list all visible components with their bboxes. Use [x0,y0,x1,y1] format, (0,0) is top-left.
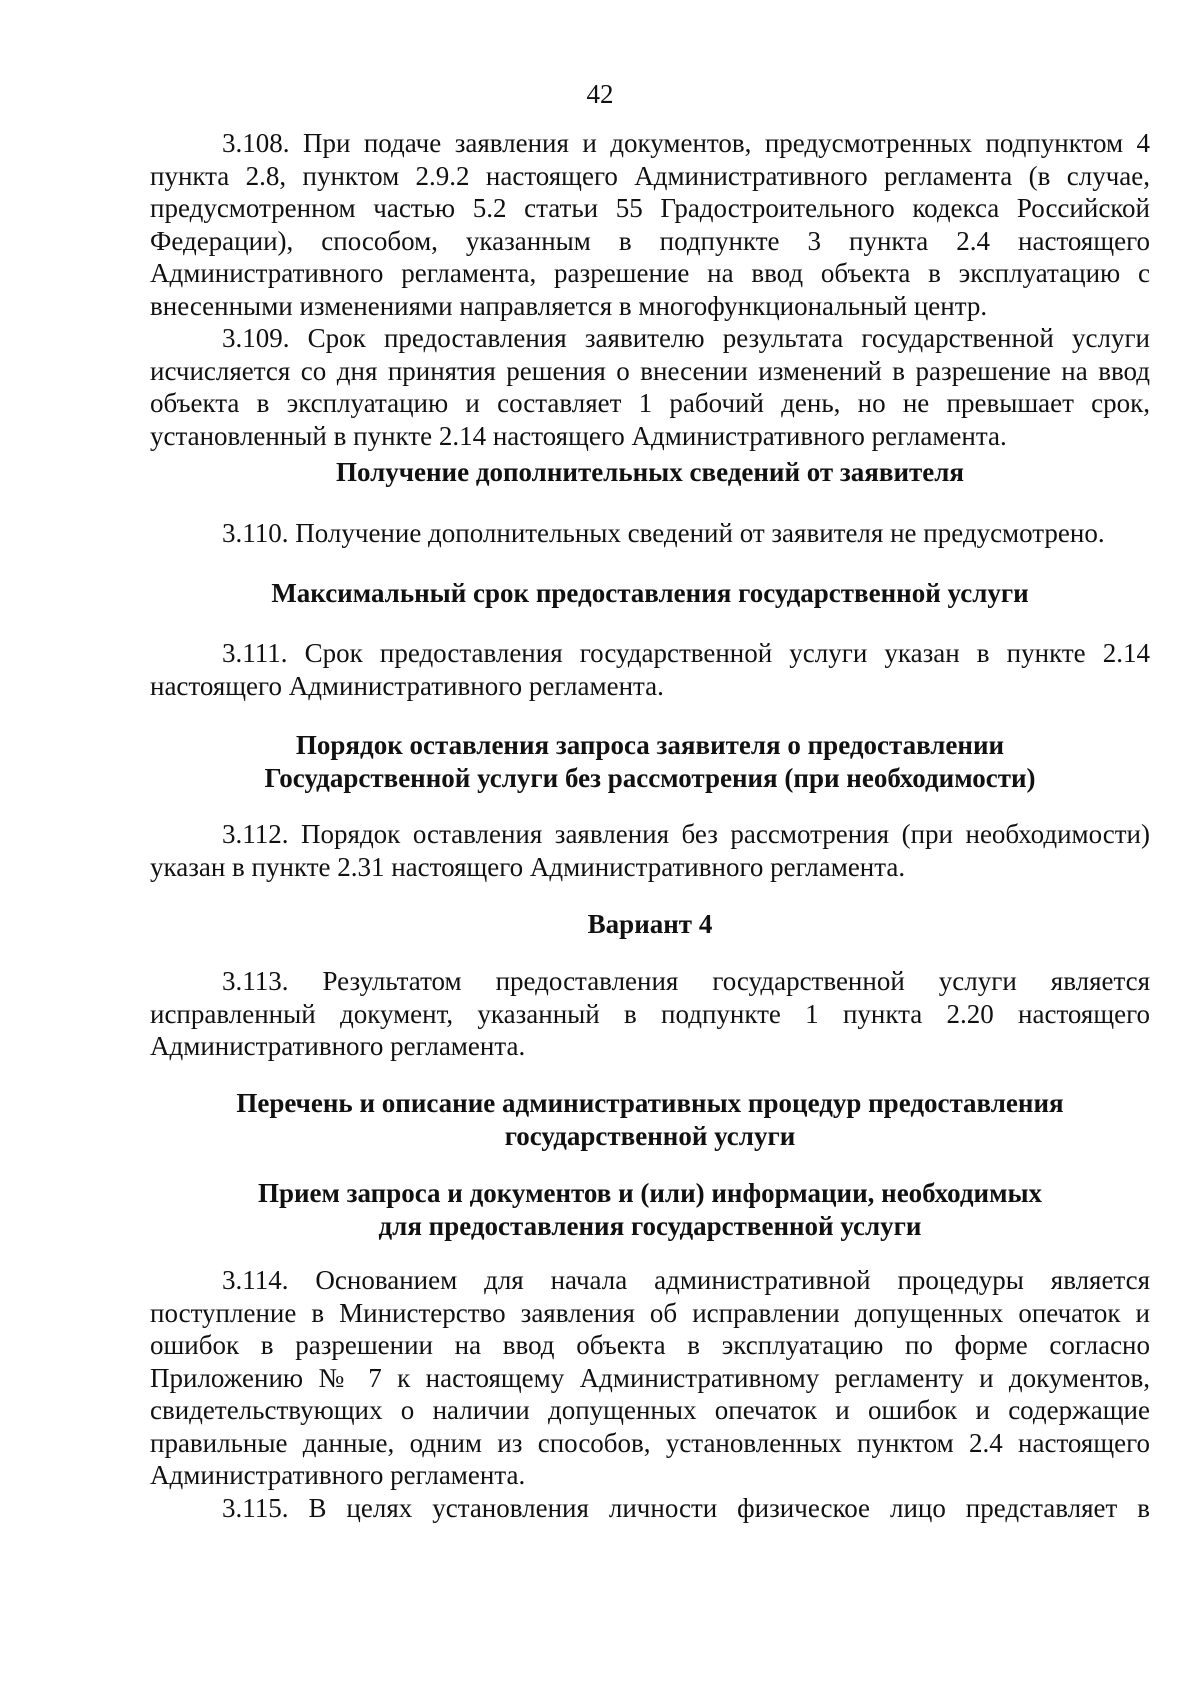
paragraph-3-110-block [150,517,1150,550]
section-leave-request [150,729,1150,794]
heading-receive-request-line1: Прием запроса и документов и (или) информации, необходимых [257,1178,1043,1208]
section-variant-4 [150,908,1150,941]
section-additional-info [150,456,1150,489]
heading-procedures-list-line1: Перечень и описание административных процедур предоставления [236,1088,1064,1118]
heading-leave-request-line1: Порядок оставления запроса заявителя о предоставлении [295,730,1005,760]
paragraph-3-109: 3.109. Срок предоставления заявителю результата государственной услуги исчисляется со дня принятия решения о внесении изменений в разрешение на ввод объекта в эксплуатацию и составляет 1 рабочий день, но не превышает срок, установленный в пункте 2.14 настоящего Административного регламента. [150,323,1150,451]
paragraph-3-114-block [150,1264,1150,1524]
heading-max-term-text: Максимальный срок предоставления государственной услуги [271,578,1029,608]
paragraph-3-114: 3.114. Основанием для начала административной процедуры является поступление в Министерство заявления об исправлении допущенных опечаток и ошибок в разрешении на ввод объекта в эксплуатацию по форме согласно Приложению № 7 к настоящему Административному регламенту и документов, свидетельствующих о наличии допущенных опечаток и ошибок и содержащие правильные данные, одним из способов, установленных пунктом 2.4 настоящего Административного регламента. [150,1265,1150,1490]
paragraph-3-112: 3.112. Порядок оставления заявления без рассмотрения (при необходимости) указан в пункте 2.31 настоящего Административного регламента. [150,819,1150,882]
heading-procedures-list [150,1087,1150,1152]
paragraph-3-113: 3.113. Результатом предоставления государственной услуги является исправленный документ, указанный в подпункте 1 пункта 2.20 настоящего Административного регламента. [150,966,1150,1061]
heading-leave-request-line2: Государственной услуги без рассмотрения (при необходимости) [264,762,1036,793]
heading-additional-info [150,456,1150,489]
paragraph-3-110: 3.110. Получение дополнительных сведений от заявителя не предусмотрено. [222,518,1105,548]
paragraph-3-108: 3.108. При подаче заявления и документов, предусмотренных подпунктом 4 пункта 2.8, пунктом 2.9.2 настоящего Административного регламента (в случае, предусмотренном частью 5.2 статьи 55 Градостроительного кодекса Российской Федерации), способом, указанным в подпункте 3 пункта 2.4 настоящего Административного регламента, разрешение на ввод объекта в эксплуатацию с внесенными изменениями направляется в многофункциональный центр. [150,128,1150,321]
heading-variant-4 [150,908,1150,941]
heading-leave-request [150,729,1150,794]
paragraph-3-108-block [150,127,1150,452]
section-receive-request [150,1177,1150,1242]
heading-variant-4-text: Вариант 4 [587,909,713,939]
heading-receive-request-line2: для предоставления государственной услуги [378,1210,922,1241]
heading-receive-request [150,1177,1150,1242]
paragraph-3-111-block [150,637,1150,702]
paragraph-3-112-block [150,818,1150,883]
heading-procedures-list-line2: государственной услуги [504,1120,796,1151]
section-max-term [150,577,1150,610]
page-number: 42 [586,79,614,109]
heading-max-term [150,577,1150,610]
paragraph-3-115: 3.115. В целях установления личности физическое лицо представляет в [222,1492,1150,1523]
paragraph-3-111: 3.111. Срок предоставления государственной услуги указан в пункте 2.14 настоящего Административного регламента. [150,638,1150,701]
section-procedures-list [150,1087,1150,1152]
paragraph-3-113-block [150,965,1150,1063]
heading-additional-info-text: Получение дополнительных сведений от заявителя [335,457,965,487]
